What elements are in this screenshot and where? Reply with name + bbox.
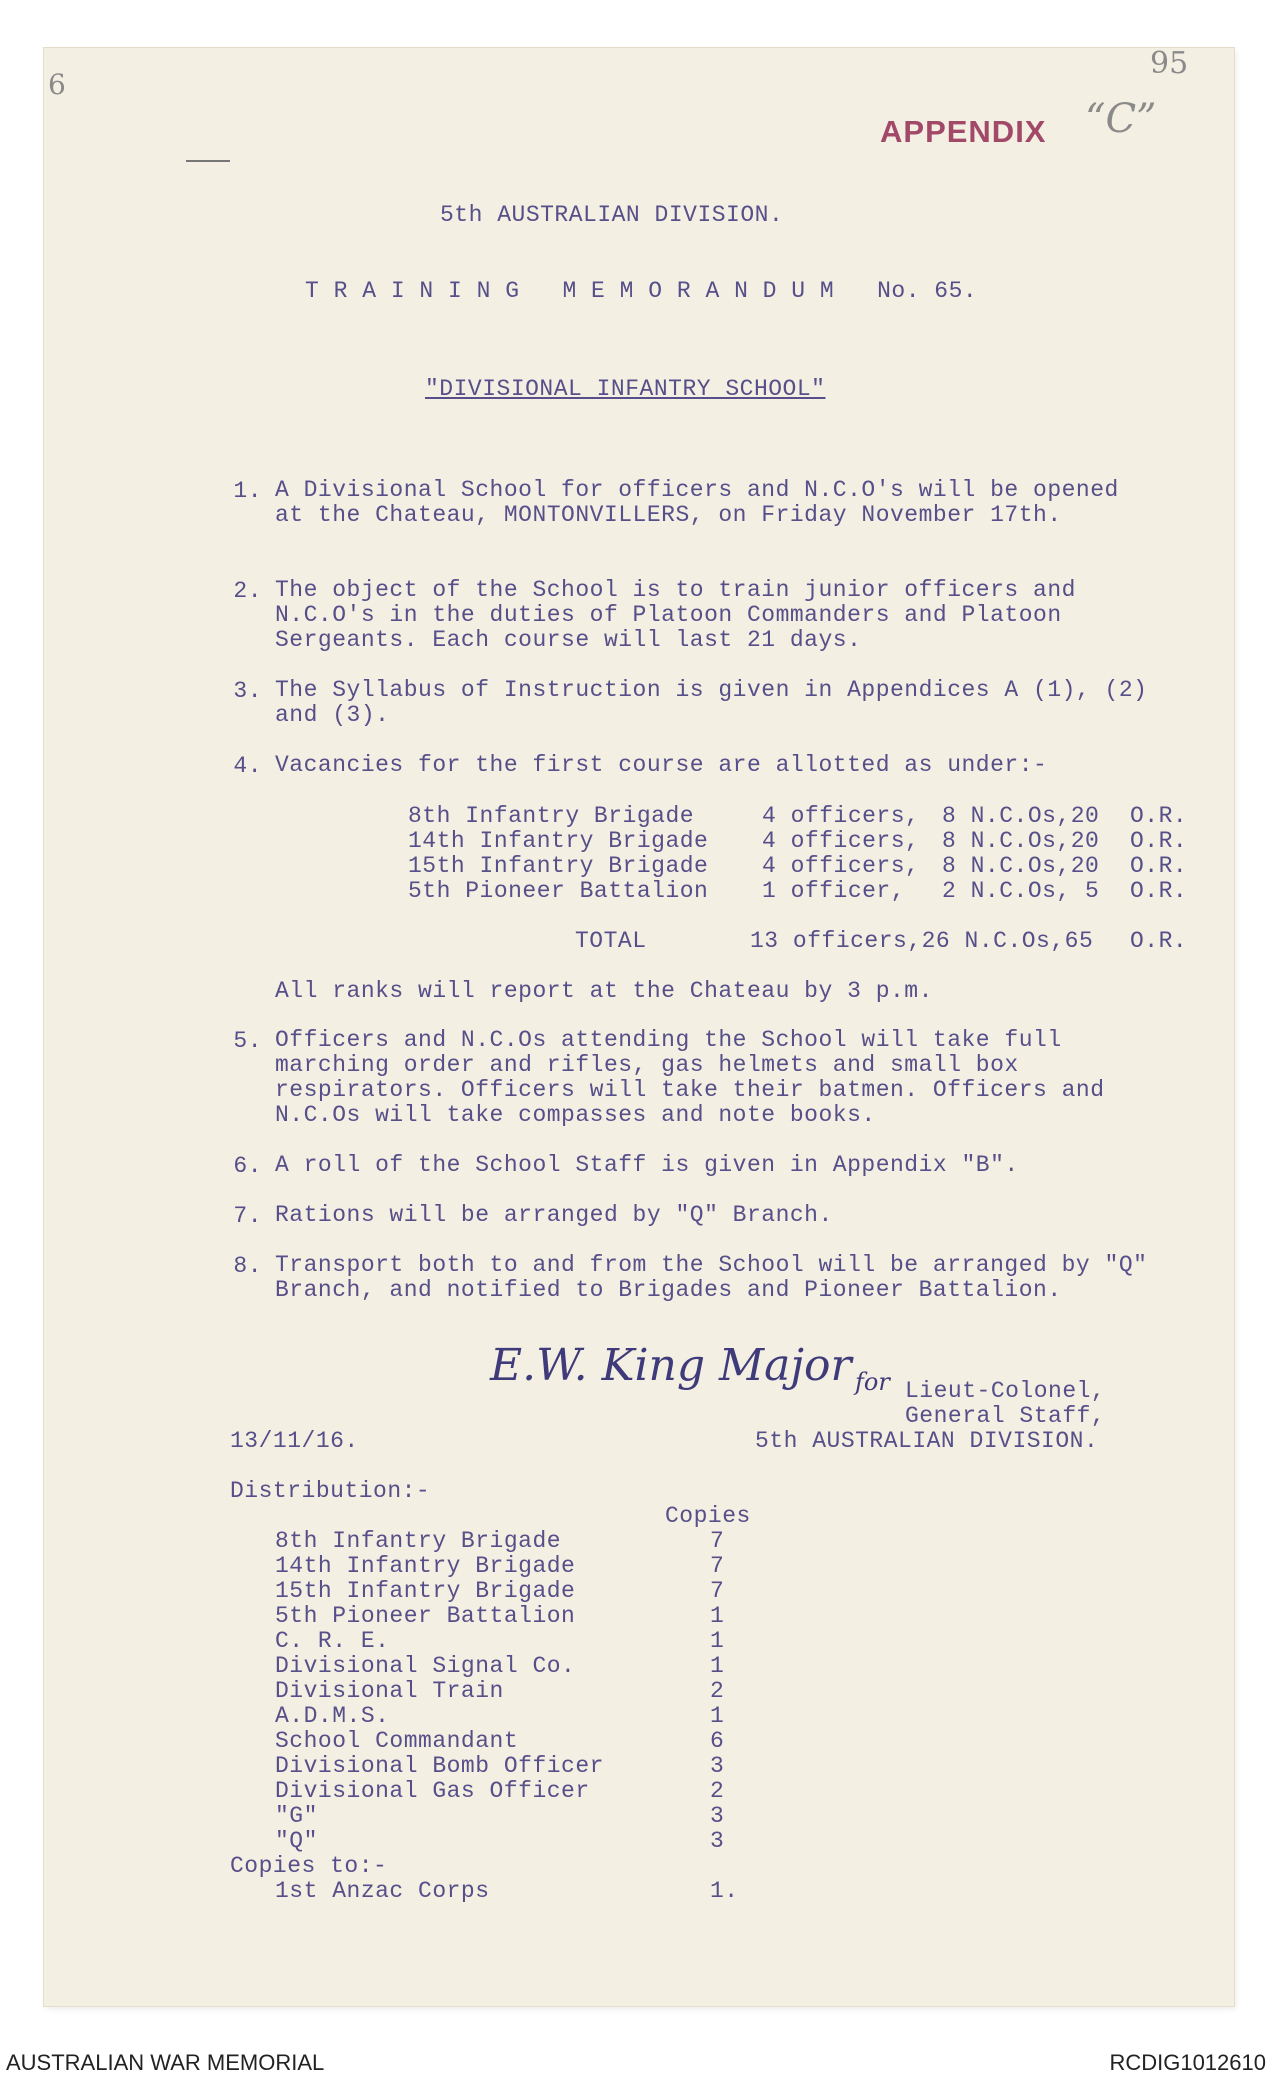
distribution-name: C. R. E.: [275, 1628, 390, 1654]
para-8-number: 8.: [233, 1253, 262, 1279]
distribution-copies: 1: [710, 1703, 725, 1729]
para-1-text: A Divisional School for officers and N.C.O's will be opened at the Chateau, MONTONVILLERS, on Friday November 17th.: [275, 477, 1119, 528]
vacancy-officers: 1 officer,: [762, 878, 906, 904]
division-heading: 5th AUSTRALIAN DIVISION.: [440, 202, 784, 228]
para-6-number: 6.: [233, 1153, 262, 1179]
report-line: All ranks will report at the Chateau by 3 p.m.: [275, 978, 933, 1004]
para-2-number: 2.: [233, 578, 262, 604]
vacancy-officers: 4 officers,: [762, 803, 920, 829]
vacancy-or: O.R.: [1130, 803, 1188, 829]
distribution-copies: 3: [710, 1828, 725, 1854]
distribution-copies: 3: [710, 1753, 725, 1779]
handwritten-signature: E.W. King Major: [490, 1340, 852, 1391]
vacancy-unit: 5th Pioneer Battalion: [408, 878, 709, 904]
distribution-name: Divisional Train: [275, 1678, 504, 1704]
para-5-number: 5.: [233, 1028, 262, 1054]
distribution-copies: 1: [710, 1628, 725, 1654]
copies-to-count: 1.: [710, 1878, 739, 1904]
vacancy-officers: 4 officers,: [762, 853, 920, 879]
distribution-copies: 3: [710, 1803, 725, 1829]
vacancy-unit: 15th Infantry Brigade: [408, 853, 709, 879]
vacancy-ncos: 2 N.C.Os, 5: [942, 878, 1100, 904]
copies-heading: Copies: [665, 1503, 751, 1529]
distribution-copies: 2: [710, 1678, 725, 1704]
distribution-name: "Q": [275, 1828, 318, 1854]
signature-rank: Lieut-Colonel,: [905, 1378, 1106, 1404]
signature-role: General Staff,: [905, 1403, 1106, 1429]
pencil-dash: [186, 160, 230, 162]
para-4-text: Vacancies for the first course are allotted as under:-: [275, 752, 1048, 778]
distribution-name: 5th Pioneer Battalion: [275, 1603, 576, 1629]
total-label: TOTAL: [575, 928, 647, 954]
vacancy-ncos: 8 N.C.Os,20: [942, 853, 1100, 879]
distribution-name: 8th Infantry Brigade: [275, 1528, 562, 1554]
distribution-name: Divisional Signal Co.: [275, 1653, 576, 1679]
para-5-text: Officers and N.C.Os attending the School will take full marching order and rifles, gas helmets and small box respirators. Officers will take their batmen. Officers and N.C.Os will take compasses and note books.: [275, 1027, 1105, 1128]
vacancy-unit: 14th Infantry Brigade: [408, 828, 709, 854]
memo-date: 13/11/16.: [230, 1428, 359, 1454]
signature-for: for: [855, 1368, 890, 1396]
appendix-letter: “C”: [1085, 96, 1157, 142]
para-3-text: The Syllabus of Instruction is given in Appendices A (1), (2) and (3).: [275, 677, 1148, 728]
memorandum-subtitle: "DIVISIONAL INFANTRY SCHOOL": [425, 376, 826, 402]
distribution-copies: 2: [710, 1778, 725, 1804]
para-6-text: A roll of the School Staff is given in Appendix "B".: [275, 1152, 1019, 1178]
vacancy-ncos: 8 N.C.Os,20: [942, 828, 1100, 854]
para-1-number: 1.: [233, 478, 262, 504]
vacancy-ncos: 8 N.C.Os,20: [942, 803, 1100, 829]
distribution-copies: 6: [710, 1728, 725, 1754]
distribution-copies: 7: [710, 1528, 725, 1554]
distribution-copies: 1: [710, 1603, 725, 1629]
para-3-number: 3.: [233, 678, 262, 704]
distribution-name: 14th Infantry Brigade: [275, 1553, 576, 1579]
copies-to-name: 1st Anzac Corps: [275, 1878, 490, 1904]
distribution-heading: Distribution:-: [230, 1478, 431, 1504]
total-or: O.R.: [1130, 928, 1188, 954]
signature-division: 5th AUSTRALIAN DIVISION.: [755, 1428, 1099, 1454]
distribution-name: Divisional Gas Officer: [275, 1778, 590, 1804]
distribution-name: "G": [275, 1803, 318, 1829]
para-7-text: Rations will be arranged by "Q" Branch.: [275, 1202, 833, 1228]
folio-number: 95: [1150, 46, 1189, 81]
vacancy-unit: 8th Infantry Brigade: [408, 803, 695, 829]
distribution-name: Divisional Bomb Officer: [275, 1753, 604, 1779]
distribution-copies: 7: [710, 1553, 725, 1579]
vacancy-or: O.R.: [1130, 853, 1188, 879]
appendix-stamp: APPENDIX: [880, 114, 1047, 149]
para-2-text: The object of the School is to train junior officers and N.C.O's in the duties of Platoon Commanders and Platoon Sergeants. Each course will last 21 days.: [275, 577, 1076, 653]
para-8-text: Transport both to and from the School will be arranged by "Q" Branch, and notified to Brigades and Pioneer Battalion.: [275, 1252, 1148, 1303]
distribution-name: 15th Infantry Brigade: [275, 1578, 576, 1604]
total-value: 13 officers,26 N.C.Os,65: [750, 928, 1094, 954]
para-7-number: 7.: [233, 1203, 262, 1229]
distribution-name: A.D.M.S.: [275, 1703, 390, 1729]
copies-to-heading: Copies to:-: [230, 1853, 388, 1879]
memorandum-title: T R A I N I N G M E M O R A N D U M No. 65.: [305, 278, 978, 304]
vacancy-officers: 4 officers,: [762, 828, 920, 854]
footer-record-id: RCDIG1012610: [1109, 2050, 1266, 2075]
para-4-number: 4.: [233, 753, 262, 779]
distribution-copies: 7: [710, 1578, 725, 1604]
footer-archive-name: AUSTRALIAN WAR MEMORIAL: [6, 2050, 325, 2075]
vacancy-or: O.R.: [1130, 878, 1188, 904]
distribution-name: School Commandant: [275, 1728, 519, 1754]
vacancy-or: O.R.: [1130, 828, 1188, 854]
distribution-copies: 1: [710, 1653, 725, 1679]
corner-pencil-mark: 6: [48, 68, 66, 101]
